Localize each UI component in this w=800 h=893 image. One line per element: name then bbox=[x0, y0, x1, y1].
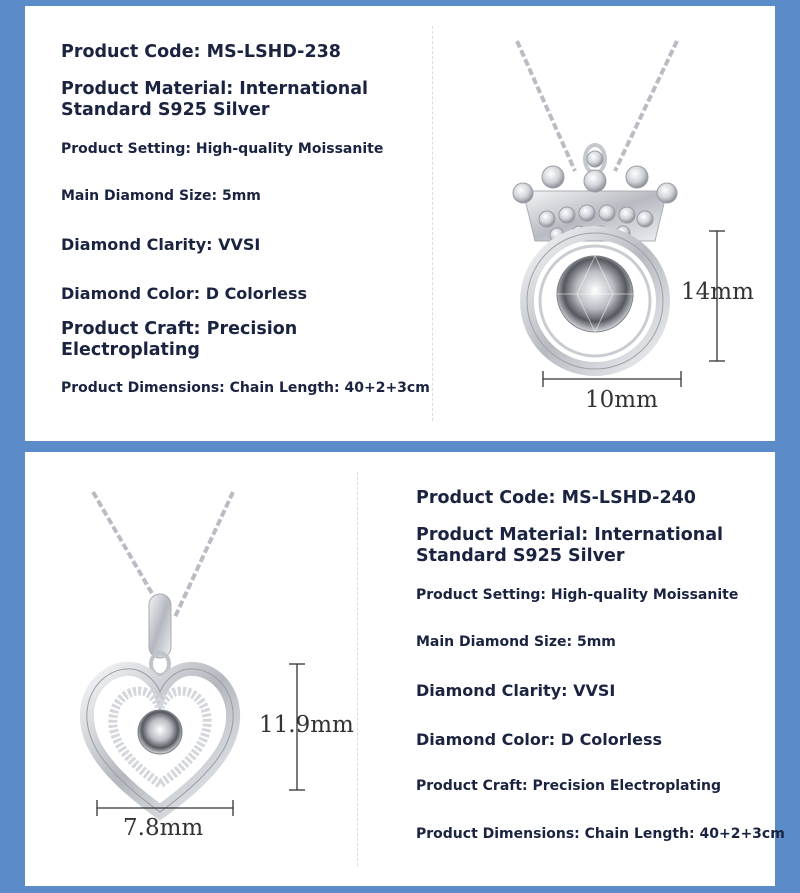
pendant-width-label: 10mm bbox=[585, 387, 658, 413]
product-material-line1: Product Material: International bbox=[416, 525, 724, 545]
product-code: Product Code: MS-LSHD-240 bbox=[416, 488, 696, 508]
product-material-line2: Standard S925 Silver bbox=[416, 546, 625, 566]
column-divider bbox=[432, 26, 433, 421]
column-divider bbox=[357, 472, 358, 866]
heart-pendant-illustration bbox=[65, 472, 365, 872]
product-card-1 bbox=[25, 6, 775, 441]
pendant-height-label: 11.9mm bbox=[259, 712, 354, 738]
main-diamond-size: Main Diamond Size: 5mm bbox=[61, 188, 261, 204]
diamond-clarity: Diamond Clarity: VVSI bbox=[416, 681, 616, 700]
product-craft: Product Craft: Precision Electroplating bbox=[416, 778, 721, 794]
product-1-specs bbox=[61, 6, 441, 441]
product-setting: Product Setting: High-quality Moissanite bbox=[416, 587, 739, 603]
product-dimensions: Product Dimensions: Chain Length: 40+2+3cm bbox=[416, 826, 785, 842]
diamond-color: Diamond Color: D Colorless bbox=[61, 284, 308, 303]
diamond-clarity: Diamond Clarity: VVSI bbox=[61, 235, 261, 254]
pendant-width-label: 7.8mm bbox=[123, 815, 204, 841]
crown-pendant-illustration bbox=[495, 31, 765, 431]
product-material-line2: Standard S925 Silver bbox=[61, 100, 270, 120]
crown-pendant-photo bbox=[495, 31, 765, 431]
product-2-specs bbox=[416, 452, 785, 886]
pendant-height-label: 14mm bbox=[681, 279, 754, 305]
product-material-line1: Product Material: International bbox=[61, 79, 369, 99]
product-craft-line1: Product Craft: Precision bbox=[61, 319, 298, 339]
product-craft-line2: Electroplating bbox=[61, 340, 200, 360]
heart-pendant-photo bbox=[65, 472, 365, 872]
product-code: Product Code: MS-LSHD-238 bbox=[61, 42, 341, 62]
diamond-color: Diamond Color: D Colorless bbox=[416, 730, 663, 749]
product-dimensions: Product Dimensions: Chain Length: 40+2+3cm bbox=[61, 380, 430, 396]
product-card-2 bbox=[25, 452, 785, 886]
main-diamond-size: Main Diamond Size: 5mm bbox=[416, 634, 616, 650]
product-setting: Product Setting: High-quality Moissanite bbox=[61, 141, 384, 157]
